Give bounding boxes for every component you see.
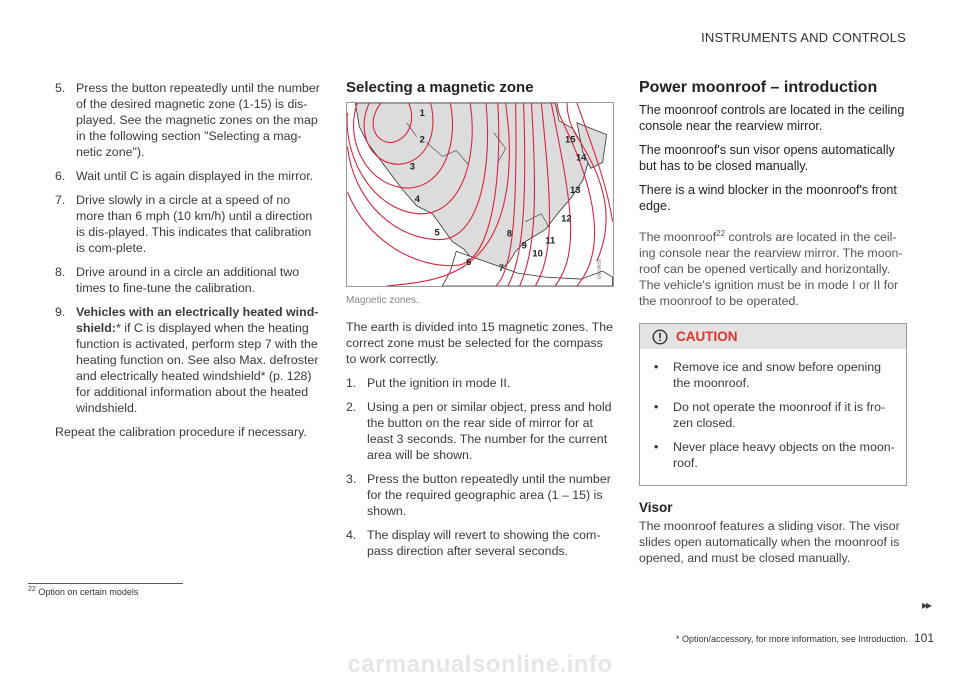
list-item: 6. Wait until C is again displayed in the mirror. (55, 169, 314, 183)
watermark: carmanualsonline.info (347, 651, 613, 678)
footnote-ref: 22 (716, 229, 726, 238)
zone-label-2: 2 (419, 133, 425, 145)
magnetic-zone-map (346, 102, 614, 287)
visor-heading: Visor (639, 500, 673, 516)
list-item: 3. Press the button repeatedly until the number for the required geographic area (1 – 15) is shown. (346, 472, 611, 518)
zone-heading: Selecting a magnetic zone (346, 79, 534, 96)
list-item: 7. Drive slowly in a circle at a speed of no more than 6 mph (10 km/h) until a direction is dis-played. This indicates that calibration is com-plete. (55, 193, 313, 255)
zone-label-10: 10 (532, 247, 543, 259)
caution-body (640, 349, 906, 485)
zone-label-11: 11 (545, 234, 556, 246)
zone-label-8: 8 (506, 227, 512, 239)
zone-label-15: 15 (565, 133, 576, 145)
moonroof-heading: Power moonroof – introduction (639, 79, 878, 96)
page-number: 101 (913, 631, 934, 645)
calibration-steps (55, 80, 321, 416)
footnote-divider (28, 583, 183, 584)
bullet-icon: • (654, 440, 659, 455)
zone-label-1: 1 (419, 106, 425, 118)
zone-label-14: 14 (575, 151, 587, 163)
zone-label-13: 13 (570, 184, 581, 196)
bullet-icon: • (654, 360, 659, 375)
footer-note: * Option/accessory, for more information, see Introduction. (676, 634, 908, 644)
middle-column (346, 80, 614, 567)
zone-label-3: 3 (409, 160, 415, 172)
step-bold-label: Vehicles with an electrically heated wind-shield: (76, 305, 319, 335)
list-item: 1. Put the ignition in mode II. (346, 376, 511, 390)
list-item: 2. Using a pen or similar object, press and hold the button on the rear side of mirror for at least 3 seconds. The number for the current area will be shown. (346, 400, 612, 462)
right-column (639, 80, 907, 574)
list-item: 9. Vehicles with an electrically heated wind-shield:* if C is displayed when the heating function is activated, perform step 7 with the heating function on. See also Max. defroster and electrically heated windshield* (p. 128) for additional information about the heated windshield. (55, 305, 319, 415)
map-image-code: G018632 (597, 258, 603, 280)
caution-box (639, 323, 907, 486)
zone-label-6: 6 (466, 256, 472, 268)
list-item: 5. Press the button repeatedly until the number of the desired magnetic zone (1-15) is dis-played. See the magnetic zones on the map in the following section "Selecting a mag-netic zone"). (55, 81, 320, 159)
section-title: INSTRUMENTS AND CONTROLS (701, 30, 906, 45)
map-caption: Magnetic zones. (346, 295, 419, 306)
list-item: • Do not operate the moonroof if it is fro-zen closed. (654, 400, 886, 431)
list-item: • Remove ice and snow before opening the moonroof. (654, 360, 882, 391)
moonroof-intro-1: The moonroof controls are located in the ceiling console near the rearview mirror. (639, 103, 905, 133)
moonroof-intro-2: The moonroof's sun visor opens automatically but has to be closed manually. (639, 143, 895, 173)
caution-title: CAUTION (676, 328, 738, 344)
caution-list (654, 359, 896, 471)
bullet-icon: • (654, 400, 659, 415)
closing-text: Repeat the calibration procedure if necessary. (55, 425, 307, 439)
page-footer (676, 631, 934, 645)
zone-label-4: 4 (414, 192, 420, 204)
zone-label-9: 9 (521, 239, 527, 251)
list-item: 8. Drive around in a circle an additional two times to fine-tune the calibration. (55, 265, 300, 295)
left-column (55, 80, 321, 448)
zone-steps (346, 375, 614, 559)
zone-label-7: 7 (498, 262, 505, 274)
zone-intro: The earth is divided into 15 magnetic zones. The correct zone must be selected for the compass to work correctly. (346, 320, 614, 366)
next-page-arrows-icon: ▸▸ (921, 598, 930, 612)
warning-circle-icon (652, 329, 668, 345)
zone-label-12: 12 (561, 212, 572, 224)
moonroof-intro-3: There is a wind blocker in the moonroof's front edge. (639, 183, 897, 213)
list-item: • Never place heavy objects on the moon-roof. (654, 440, 895, 471)
caution-header (640, 324, 906, 349)
zone-label-5: 5 (434, 226, 440, 238)
list-item: 4. The display will revert to showing the com-pass direction after several seconds. (346, 528, 601, 558)
visor-text: The moonroof features a sliding visor. The visor slides open automatically when the moonroof is opened, and must be closed manually. (639, 519, 900, 566)
footnote: $^{22}$ Option on certain models (28, 586, 139, 597)
moonroof-controls-text: The moonroof$^{22}$ controls are located in the ceil-ing console near the rearview mirror. The moon-roof can be opened vertically and horizontally. The vehicle's ignition must be in mode I or II for the moonroof to be operated. (639, 229, 903, 309)
